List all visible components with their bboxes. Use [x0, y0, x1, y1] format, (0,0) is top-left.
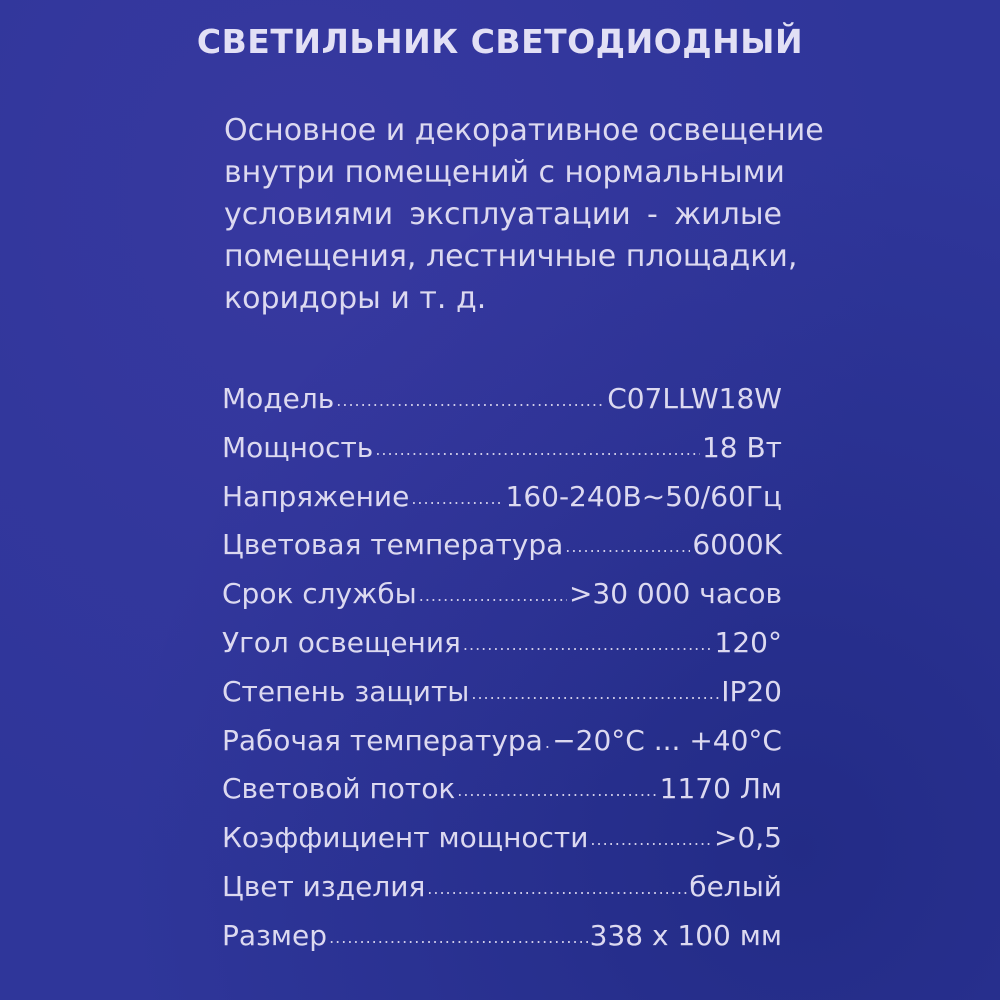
- spec-row-lifetime: [222, 577, 782, 626]
- spec-label: Срок службы: [222, 577, 417, 611]
- spec-label: Цвет изделия: [222, 869, 426, 903]
- spec-label: Степень защиты: [222, 674, 470, 708]
- description-line: помещения, лестничные площадки,: [224, 239, 798, 274]
- spec-list: [222, 382, 782, 968]
- spec-row-product-color: [222, 870, 782, 919]
- dot-leader: [427, 868, 687, 901]
- spec-label: Размер: [222, 918, 328, 952]
- dot-leader: [375, 429, 700, 462]
- dot-leader: [411, 478, 503, 511]
- description-line: условиями эксплуатации - жилые: [224, 197, 782, 232]
- spec-value: 6000K: [692, 528, 782, 562]
- dot-leader: [590, 819, 712, 852]
- dot-leader: [545, 722, 550, 755]
- dot-leader: [471, 673, 719, 706]
- description-line: Основное и декоративное освещение: [224, 113, 824, 148]
- spec-value: −20°C ... +40°C: [552, 723, 782, 757]
- spec-label: Мощность: [222, 430, 374, 464]
- spec-row-color-temperature: [222, 528, 782, 577]
- spec-value: >30 000 часов: [568, 577, 782, 611]
- dot-leader: [457, 770, 657, 803]
- spec-value: IP20: [721, 674, 782, 708]
- spec-row-protection: [222, 675, 782, 724]
- spec-row-beam-angle: [222, 626, 782, 675]
- spec-value: белый: [689, 869, 782, 903]
- spec-label: Цветовая температура: [222, 528, 564, 562]
- dot-leader: [329, 917, 588, 950]
- product-description: [224, 110, 824, 320]
- spec-row-power-factor: [222, 821, 782, 870]
- spec-label: Напряжение: [222, 479, 410, 513]
- spec-value: 338 х 100 мм: [589, 918, 782, 952]
- spec-value: C07LLW18W: [607, 382, 782, 415]
- spec-label: Модель: [222, 382, 335, 415]
- spec-row-power: [222, 431, 782, 480]
- spec-label: Угол освещения: [222, 625, 461, 659]
- dot-leader: [419, 575, 567, 608]
- spec-value: 18 Вт: [701, 430, 782, 464]
- product-title: СВЕТИЛЬНИК СВЕТОДИОДНЫЙ: [196, 22, 804, 61]
- spec-row-size: [222, 919, 782, 968]
- dot-leader: [463, 624, 713, 657]
- dot-leader: [336, 380, 605, 413]
- spec-label: Коэффициент мощности: [222, 821, 589, 855]
- description-line: внутри помещений с нормальными: [224, 155, 785, 190]
- spec-row-operating-temperature: [222, 724, 782, 773]
- spec-row-voltage: [222, 480, 782, 529]
- spec-row-model: [222, 382, 782, 431]
- spec-value: >0,5: [714, 821, 782, 855]
- description-line: коридоры и т. д.: [224, 281, 487, 316]
- spec-value: 120°: [714, 625, 782, 659]
- spec-value: 160-240В~50/60Гц: [505, 479, 782, 513]
- spec-value: 1170 Лм: [659, 772, 782, 806]
- dot-leader: [565, 526, 690, 559]
- spec-row-luminous-flux: [222, 772, 782, 821]
- spec-label: Рабочая температура: [222, 723, 543, 757]
- spec-label: Световой поток: [222, 772, 456, 806]
